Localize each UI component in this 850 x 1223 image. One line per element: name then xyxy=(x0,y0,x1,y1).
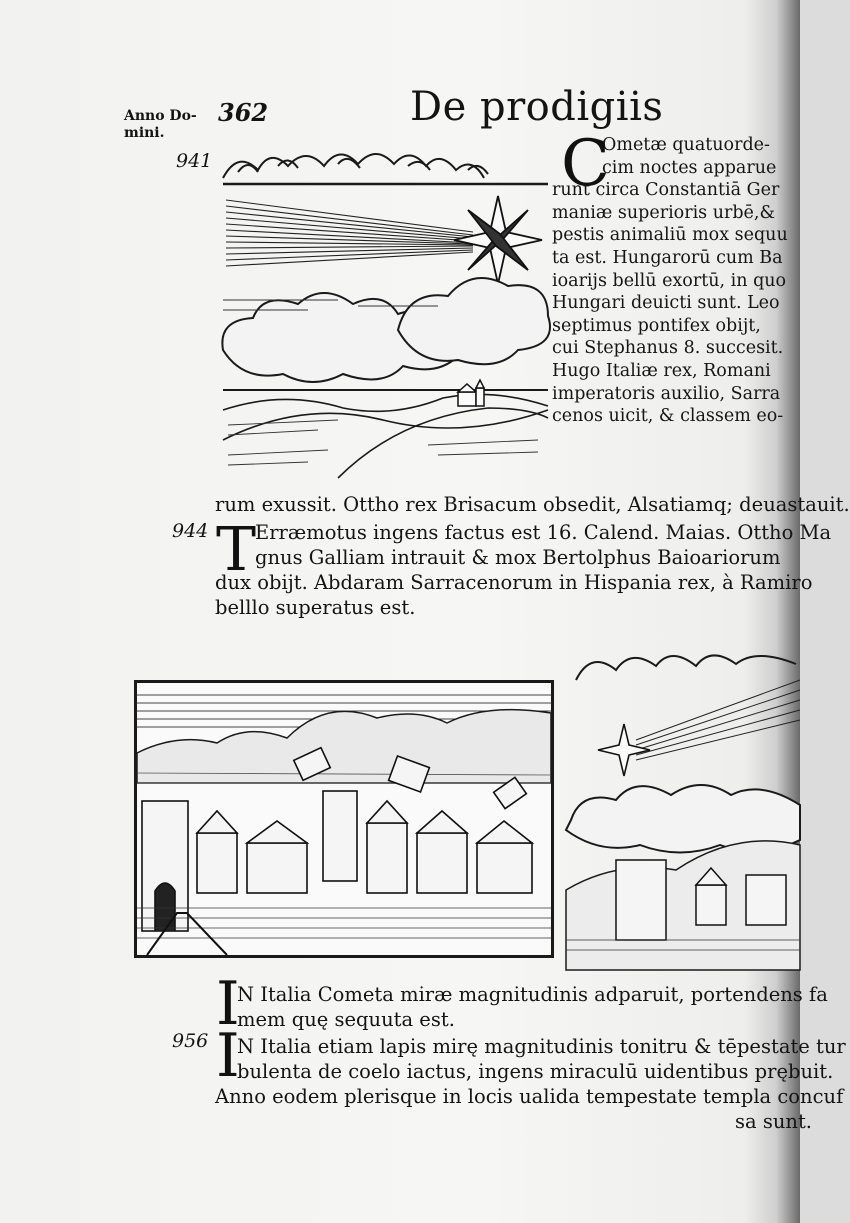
margin-year-956: 956 xyxy=(172,1030,209,1052)
woodcut-comet-over-hills xyxy=(218,140,552,480)
anno-domini-label xyxy=(124,108,197,142)
text-line: N Italia Cometa miræ magnitudinis adparuit, portendens fa xyxy=(237,983,828,1006)
text-line: cenos uicit, & classem eo- xyxy=(552,406,784,427)
margin-year-941: 941 xyxy=(176,150,213,172)
anno-line-2: mini. xyxy=(124,125,165,141)
hilltop-church-icon xyxy=(458,380,484,406)
anno-line-1: Anno Do- xyxy=(124,108,197,124)
margin-year-944: 944 xyxy=(172,520,209,542)
woodcut-comet-over-castle xyxy=(566,640,800,970)
text-line: cim noctes apparue xyxy=(602,157,777,178)
text-line: septimus pontifex obijt, xyxy=(552,315,761,336)
text-line: bulenta de coelo iactus, ingens miraculū uidentibus prębuit. xyxy=(237,1060,834,1083)
text-line: ta est. Hungarorū cum Ba xyxy=(552,247,783,268)
woodcut-earthquake-town xyxy=(134,680,554,958)
text-line: gnus Galliam intrauit & mox Bertolphus Baioariorum xyxy=(255,546,781,569)
drop-initial-t: T xyxy=(216,515,257,585)
paragraph-comet-italia xyxy=(215,982,828,1032)
text-line: N Italia etiam lapis mirę magnitudinis tonitru & tēpestate tur xyxy=(237,1035,846,1058)
text-line: Hungari deuicti sunt. Leo xyxy=(552,293,780,314)
text-line: runt circa Constantiā Ger xyxy=(552,180,780,201)
drop-initial-i-2: I xyxy=(216,1021,240,1091)
text-line: maniæ superioris urbē,& xyxy=(552,202,776,223)
woodcut-town-svg xyxy=(137,683,551,955)
text-line: ioarijs bellū exortū, in quo xyxy=(552,270,787,291)
text-line: Ometæ quatuorde- xyxy=(602,135,770,155)
text-line: pestis animaliū mox sequu xyxy=(552,225,788,246)
paragraph-941 xyxy=(552,127,797,428)
text-line: Anno eodem plerisque in locis ualida tempestate templa concuf xyxy=(215,1085,844,1108)
text-line: mem quę sequuta est. xyxy=(237,1008,455,1031)
text-line: cui Stephanus 8. succesit. xyxy=(552,338,784,359)
text-line: dux obijt. Abdaram Sarracenorum in Hispania rex, à Ramiro xyxy=(215,571,813,594)
drop-initial-c: C xyxy=(561,127,610,201)
paragraph-941-final xyxy=(215,492,850,517)
text-line: rum exussit. Ottho rex Brisacum obsedit, Alsatiamq; deuastauit. xyxy=(215,493,850,516)
text-line: imperatoris auxilio, Sarra xyxy=(552,383,781,404)
comet-star-icon xyxy=(454,196,542,284)
text-line: Erræmotus ingens factus est 16. Calend. Maias. Ottho Ma xyxy=(255,521,832,544)
woodcut-comet-svg xyxy=(218,140,552,480)
text-line: Hugo Italiæ rex, Romani xyxy=(552,360,771,381)
page-number: 362 xyxy=(218,98,269,127)
running-title: De prodigiis xyxy=(410,84,664,130)
woodcut-castle-svg xyxy=(566,640,800,970)
paragraph-944 xyxy=(215,515,832,620)
paragraph-956 xyxy=(215,1034,846,1134)
text-line: sa sunt. xyxy=(735,1110,812,1133)
comet-star-icon xyxy=(598,724,650,776)
text-line: belllo superatus est. xyxy=(215,596,416,619)
drop-initial-i-1: I xyxy=(216,969,240,1039)
